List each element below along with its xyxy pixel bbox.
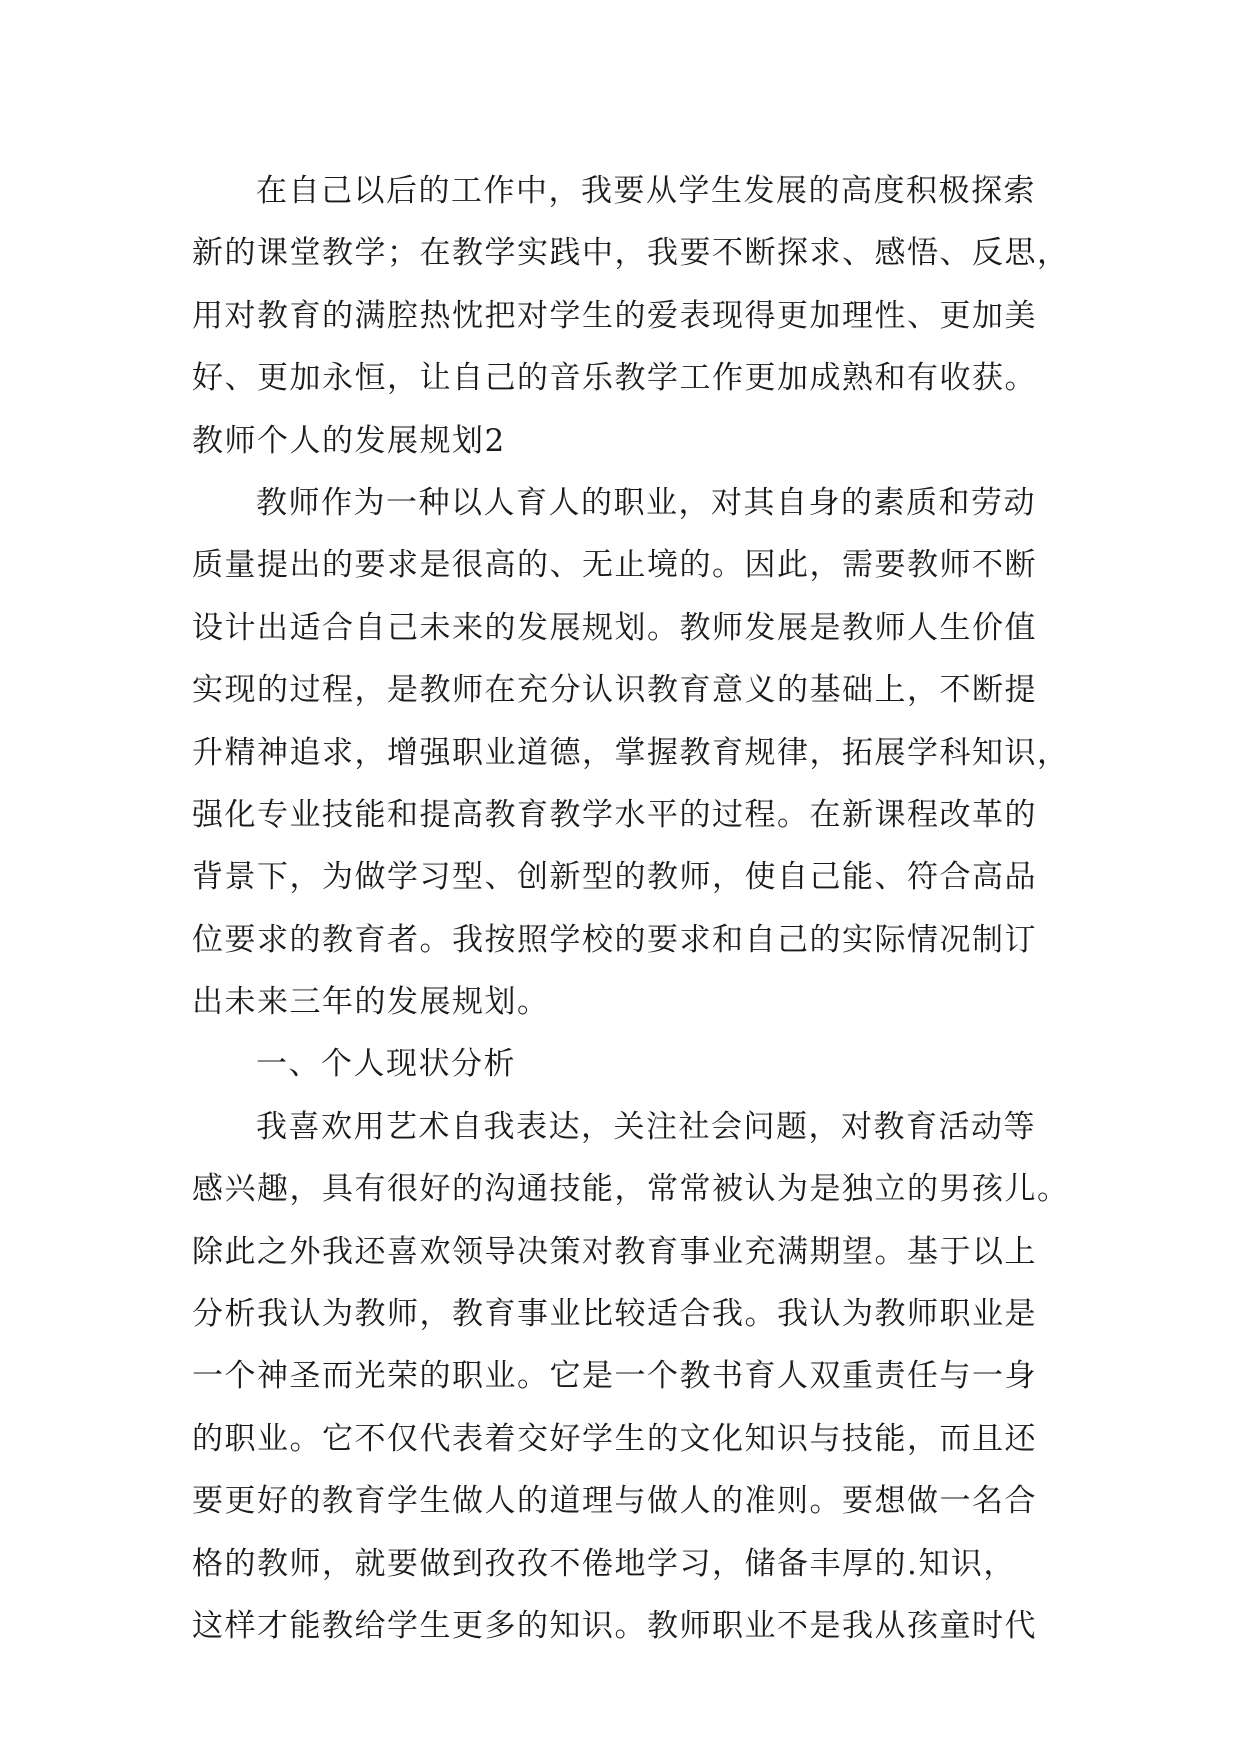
paragraph-line: 要更好的教育学生做人的道理与做人的准则。要想做一名合 <box>192 1483 1037 1520</box>
paragraph-line: 位要求的教育者。我按照学校的要求和自己的实际情况制订 <box>192 921 1037 958</box>
paragraph-line: 教师作为一种以人育人的职业，对其自身的素质和劳动 <box>256 484 1036 521</box>
subsection-heading: 一、个人现状分析 <box>256 1046 516 1083</box>
paragraph-line: 格的教师，就要做到孜孜不倦地学习，储备丰厚的.知识， <box>192 1545 1016 1582</box>
paragraph-line: 分析我认为教师，教育事业比较适合我。我认为教师职业是 <box>192 1296 1037 1333</box>
document-body <box>192 160 1092 1657</box>
section-title: 教师个人的发展规划2 <box>192 422 506 459</box>
paragraph-line: 出未来三年的发展规划。 <box>192 984 550 1021</box>
paragraph-line: 这样才能教给学生更多的知识。教师职业不是我从孩童时代 <box>192 1607 1037 1644</box>
paragraph-line: 用对教育的满腔热忱把对学生的爱表现得更加理性、更加美 <box>192 297 1037 334</box>
paragraph-line: 实现的过程，是教师在充分认识教育意义的基础上，不断提 <box>192 672 1037 709</box>
paragraph-line: 一个神圣而光荣的职业。它是一个教书育人双重责任与一身 <box>192 1358 1037 1395</box>
paragraph-line: 背景下，为做学习型、创新型的教师，使自己能、符合高品 <box>192 859 1037 896</box>
paragraph-line: 新的课堂教学；在教学实践中，我要不断探求、感悟、反思， <box>192 235 1070 272</box>
paragraph-line: 质量提出的要求是很高的、无止境的。因此，需要教师不断 <box>192 547 1037 584</box>
paragraph-line: 好、更加永恒，让自己的音乐教学工作更加成熟和有收获。 <box>192 360 1037 397</box>
paragraph-line: 设计出适合自己未来的发展规划。教师发展是教师人生价值 <box>192 609 1037 646</box>
paragraph-line: 的职业。它不仅代表着交好学生的文化知识与技能，而且还 <box>192 1420 1037 1457</box>
paragraph-line: 升精神追求，增强职业道德，掌握教育规律，拓展学科知识， <box>192 734 1070 771</box>
paragraph-line: 在自己以后的工作中，我要从学生发展的高度积极探索 <box>256 173 1036 209</box>
paragraph-line: 感兴趣，具有很好的沟通技能，常常被认为是独立的男孩儿。 <box>192 1171 1070 1208</box>
paragraph-line: 强化专业技能和提高教育教学水平的过程。在新课程改革的 <box>192 796 1037 833</box>
paragraph-line: 除此之外我还喜欢领导决策对教育事业充满期望。基于以上 <box>192 1233 1037 1270</box>
paragraph-line: 我喜欢用艺术自我表达，关注社会问题，对教育活动等 <box>256 1108 1036 1145</box>
